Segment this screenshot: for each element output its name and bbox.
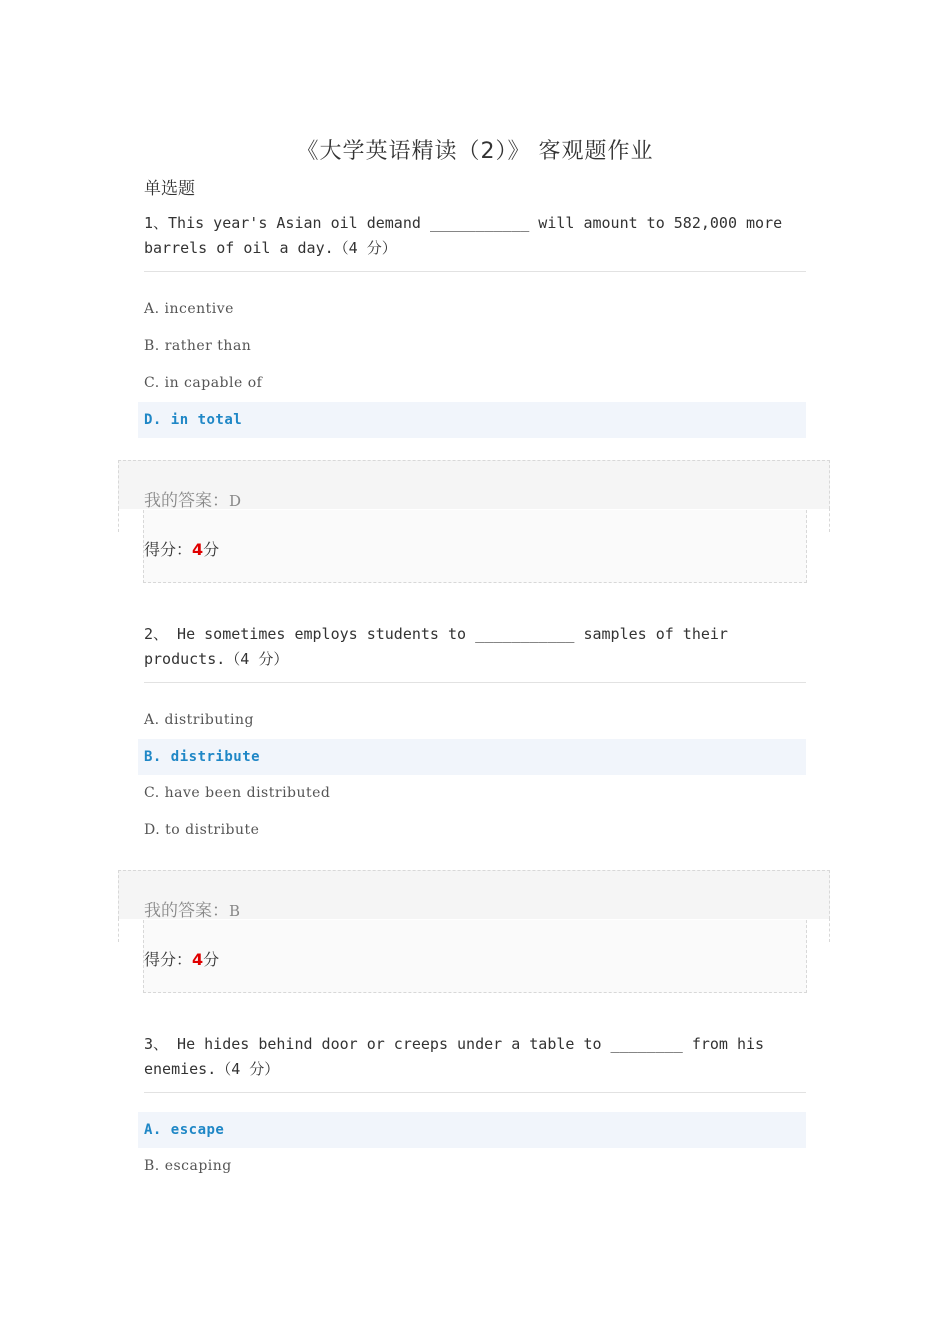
my-answer: 我的答案：D: [144, 491, 242, 511]
option-a[interactable]: A. distributing: [144, 712, 254, 728]
score: 得分：4分: [144, 540, 220, 559]
option-b[interactable]: B. escaping: [144, 1158, 232, 1174]
answer-blank: ___________: [475, 625, 575, 643]
option-c[interactable]: C. have been distributed: [144, 785, 331, 801]
answer-blank: ___________: [429, 214, 530, 232]
option-d[interactable]: D. to distribute: [144, 822, 260, 838]
question-2: [144, 622, 806, 849]
options-list: [144, 702, 806, 849]
question-1: [144, 211, 806, 438]
option-b-selected[interactable]: B. distribute: [138, 739, 806, 775]
answer-blank: ________: [610, 1035, 683, 1053]
option-b[interactable]: B. rather than: [144, 338, 252, 354]
question-text: 1、This year's Asian oil demand ___________ will amount to 582,000 more barrels of oil a day.（4 分）: [144, 211, 806, 272]
answer-panel-1: [118, 460, 830, 584]
option-a[interactable]: A. incentive: [144, 301, 234, 317]
question-text: 3、 He hides behind door or creeps under a table to ________ from his enemies.（4 分）: [144, 1032, 806, 1093]
options-list: [144, 1112, 806, 1185]
answer-panel-2: [118, 870, 830, 994]
options-list: [144, 291, 806, 438]
section-heading: 单选题: [144, 179, 195, 199]
page-title: 《大学英语精读（2）》 客观题作业: [296, 139, 654, 164]
option-c[interactable]: C. in capable of: [144, 375, 263, 391]
my-answer: 我的答案：B: [144, 901, 241, 921]
option-a-selected[interactable]: A. escape: [138, 1112, 806, 1148]
question-text: 2、 He sometimes employs students to ___________ samples of their products.（4 分）: [144, 622, 806, 683]
score: 得分：4分: [144, 950, 220, 969]
question-3: [144, 1032, 806, 1185]
option-d-selected[interactable]: D. in total: [138, 402, 806, 438]
